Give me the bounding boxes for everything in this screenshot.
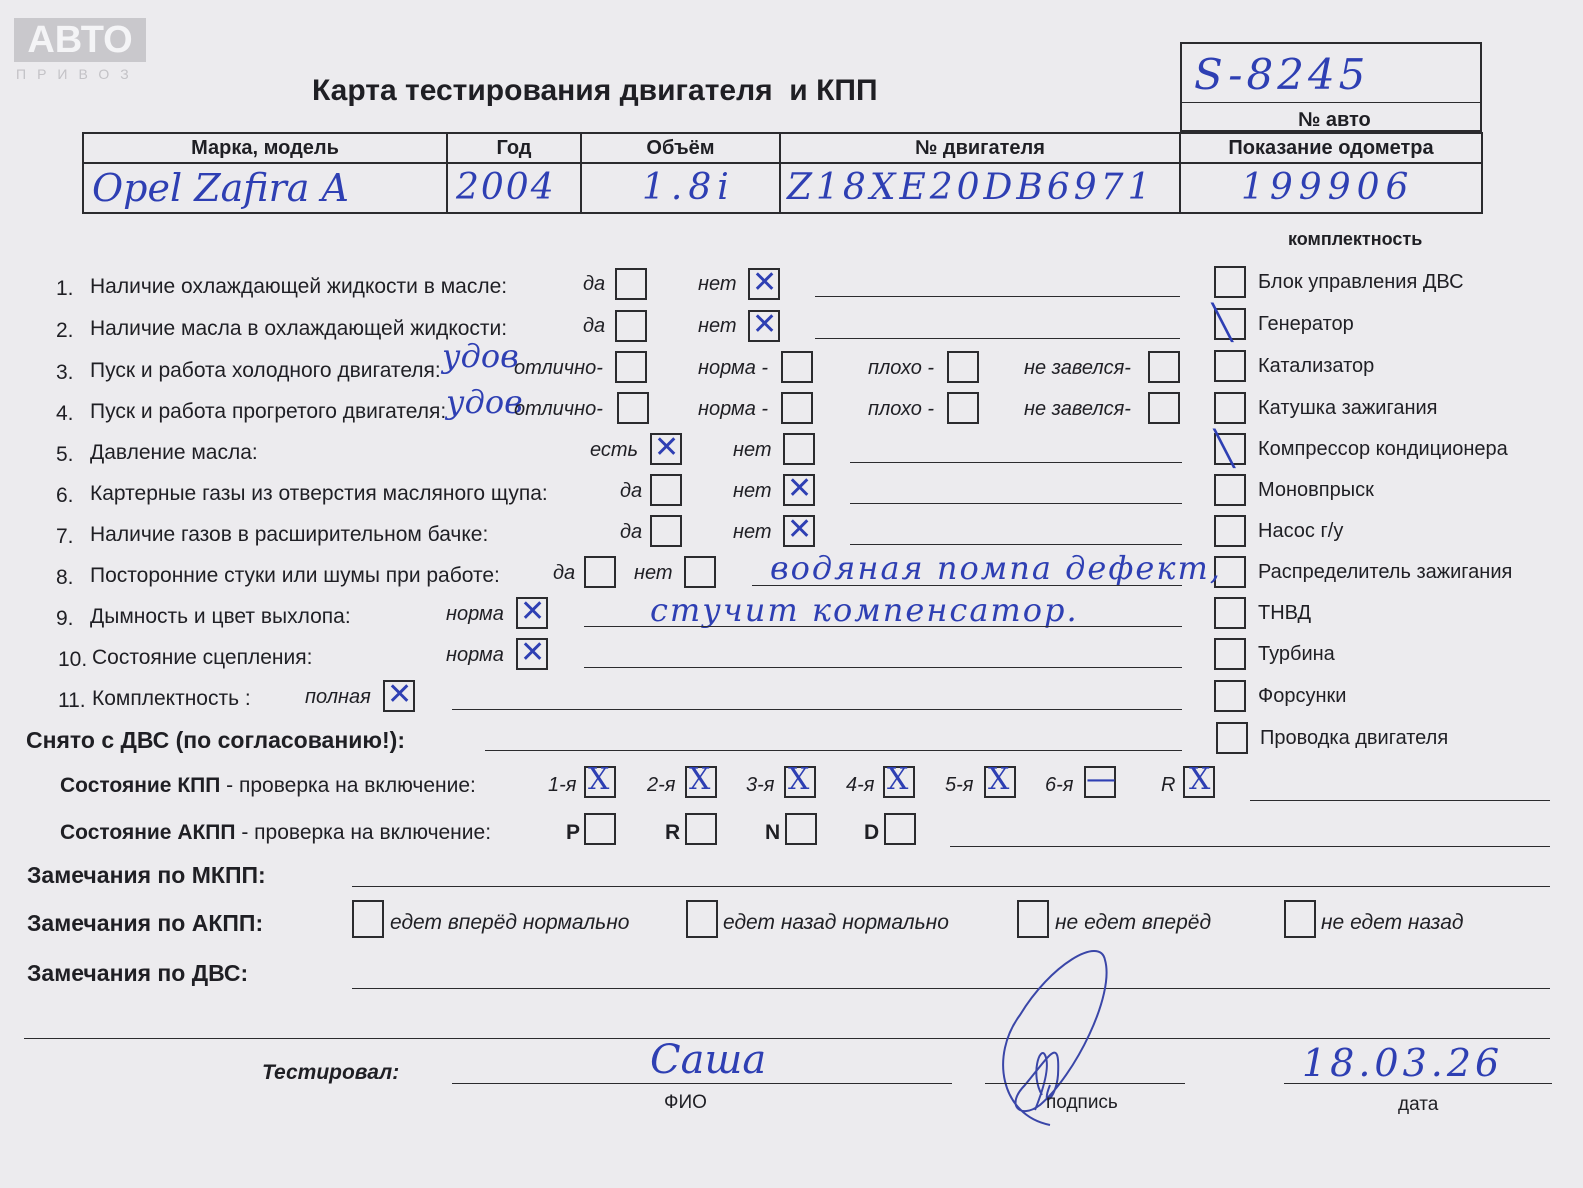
question-number: 10. [58,648,88,671]
option-checkbox[interactable] [615,268,647,300]
check-mark: — [1086,762,1116,797]
option-label: не едет вперёд [1055,911,1212,934]
model-value[interactable]: Opel Zafira A [92,166,349,210]
komplekt-checkbox[interactable] [1214,350,1246,382]
komplekt-label: Проводка двигателя [1260,727,1449,749]
mode-checkbox[interactable] [584,813,616,845]
check-mark: ✕ [787,471,813,506]
question-number: 5. [56,443,74,466]
option-label: не завелся- [1024,398,1131,420]
fio-label: ФИО [664,1092,707,1113]
komplekt-label: Генератор [1258,313,1354,335]
option-checkbox[interactable] [1148,351,1180,383]
car-number-label: № авто [1298,109,1371,131]
option-checkbox[interactable] [1148,392,1180,424]
option-label: норма - [698,398,769,420]
option-label: нет [698,315,737,337]
question-text: Наличие масла в охлаждающей жидкости: [90,317,508,340]
volume-value[interactable]: 1.8i [642,167,735,208]
option-label: нет [733,480,772,502]
check-mark: X [887,762,909,797]
komplekt-label: Катушка зажигания [1258,397,1438,419]
komplekt-label: Компрессор кондиционера [1258,438,1508,460]
komplekt-checkbox[interactable] [1214,266,1246,298]
check-mark: ✕ [787,512,813,547]
check-mark: ✕ [752,265,778,300]
komplekt-label: Катализатор [1258,355,1375,377]
option-checkbox[interactable] [650,515,682,547]
check-mark: ╲ [1214,429,1235,469]
option-label: да [620,480,643,502]
gear-label: R [1161,774,1176,796]
option-label: полная [305,686,371,708]
tested-by-label: Тестировал: [262,1061,400,1084]
option-label: отлично- [514,398,603,420]
mode-label: D [864,821,880,844]
logo [14,18,148,82]
check-mark: ✕ [387,677,413,712]
option-label: норма - [698,357,769,379]
question-number: 3. [56,361,74,384]
option-label: да [620,521,643,543]
question-text: Давление масла: [90,441,258,464]
option-label: едет вперёд нормально [390,911,630,934]
question-number: 6. [56,484,74,507]
mode-checkbox[interactable] [884,813,916,845]
option-label: не завелся- [1024,357,1131,379]
col-header-volume: Объём [646,137,715,159]
option-label: плохо - [868,357,935,379]
komplekt-label: Моновпрыск [1258,479,1374,501]
engine-remarks-label: Замечания по ДВС: [27,960,249,986]
question-number: 7. [56,525,74,548]
check-mark: ✕ [520,635,546,670]
mode-label: N [765,821,781,844]
question-text: Комплектность : [92,687,251,710]
komplekt-label: Насос г/у [1258,520,1344,542]
car-number-box [1180,42,1482,132]
question-number: 8. [56,566,74,589]
gear-label: 5-я [945,774,974,796]
vehicle-header-table [82,132,1483,214]
option-checkbox[interactable] [617,392,649,424]
check-mark: ╲ [1212,303,1233,343]
question-text: Наличие охлаждающей жидкости в масле: [90,275,508,298]
option-label: да [583,315,606,337]
gear-label: 1-я [548,774,577,796]
removed-from-engine-label: Снято с ДВС (по согласованию!): [26,727,405,753]
mode-checkbox[interactable] [685,813,717,845]
odometer-value[interactable]: 199906 [1241,167,1415,208]
option-label: плохо - [868,398,935,420]
option-checkbox[interactable] [584,556,616,588]
date-value[interactable]: 18.03.26 [1302,1041,1504,1085]
question-text: Наличие газов в расширительном бачке: [90,523,489,546]
date-label: дата [1398,1094,1439,1115]
komplekt-label: ТНВД [1258,602,1312,624]
check-mark: ✕ [752,307,778,342]
question-number: 2. [56,319,74,342]
option-label: едет назад нормально [723,911,949,934]
option-checkbox[interactable] [781,392,813,424]
question-text: Состояние сцепления: [92,646,313,669]
handwritten-note[interactable]: удов [446,383,523,421]
mode-checkbox[interactable] [785,813,817,845]
option-checkbox[interactable] [1284,900,1316,938]
option-label: норма [446,603,504,625]
gear-label: 2-я [647,774,676,796]
option-label: да [553,562,576,584]
option-checkbox[interactable] [650,474,682,506]
mode-label: R [665,821,681,844]
col-header-year: Год [496,137,532,159]
komplekt-checkbox[interactable] [1214,474,1246,506]
komplekt-checkbox[interactable] [1214,392,1246,424]
question-text: Пуск и работа холодного двигателя: [90,359,441,382]
check-mark: X [588,762,610,797]
option-checkbox[interactable] [686,900,718,938]
option-checkbox[interactable] [684,556,716,588]
question-number: 9. [56,607,74,630]
komplekt-checkbox[interactable] [1214,638,1246,670]
option-checkbox[interactable] [615,351,647,383]
question-number: 11. [58,689,86,712]
option-label: нет [634,562,673,584]
logo-sub: ПРИВОЗ [16,66,140,82]
komplekt-label: Распределитель зажигания [1258,561,1513,583]
option-label: отлично- [514,357,603,379]
komplekt-checkbox[interactable] [1214,515,1246,547]
col-header-engine-number: № двигателя [915,137,1045,159]
option-label: нет [698,273,737,295]
option-label: есть [590,439,639,461]
engine-number-value[interactable]: Z18XE20DB6971 [787,167,1155,208]
option-checkbox[interactable] [615,310,647,342]
option-checkbox[interactable] [947,351,979,383]
option-checkbox[interactable] [352,900,384,938]
check-mark: X [689,762,711,797]
akpp-remarks-label: Замечания по АКПП: [27,910,264,936]
komplekt-checkbox[interactable] [1214,597,1246,629]
option-label: норма [446,644,504,666]
car-number-value[interactable]: S-8245 [1194,50,1370,99]
page-title: Карта тестирования двигателя и КПП [312,74,878,107]
col-header-model: Марка, модель [191,137,339,159]
check-mark: X [1189,762,1211,797]
question-text: Дымность и цвет выхлопа: [90,605,351,628]
logo-main: АВТО [14,18,146,62]
komplekt-title: комплектность [1288,229,1423,249]
option-checkbox[interactable] [783,433,815,465]
handwritten-note[interactable]: удов [442,337,519,375]
question-text: Картерные газы из отверстия масляного щупа: [90,482,548,505]
signature-label: подпись [1046,1092,1118,1113]
option-label: нет [733,521,772,543]
check-mark: X [988,762,1010,797]
question-text: Пуск и работа прогретого двигателя: [90,400,447,423]
check-mark: ✕ [520,594,546,629]
komplekt-checkbox[interactable] [1214,680,1246,712]
komplekt-checkbox[interactable] [1216,722,1248,754]
mode-label: P [566,821,581,844]
option-checkbox[interactable] [947,392,979,424]
option-label: не едет назад [1321,911,1464,934]
option-label: да [583,273,606,295]
option-label: нет [733,439,772,461]
col-header-odometer: Показание одометра [1228,137,1434,159]
akpp-label: Состояние АКПП - проверка на включение: [60,821,492,844]
question-text: Посторонние стуки или шумы при работе: [90,564,500,587]
handwritten-note[interactable]: стучит компенсатор. [650,591,1079,629]
komplekt-label: Форсунки [1258,685,1347,707]
option-checkbox[interactable] [781,351,813,383]
handwritten-note[interactable]: водяная помпа дефект, [770,549,1222,587]
gear-label: 4-я [846,774,875,796]
check-mark: ✕ [654,430,680,465]
tester-name-value[interactable]: Саша [650,1037,767,1083]
gear-label: 3-я [746,774,775,796]
komplekt-label: Блок управления ДВС [1258,271,1464,293]
mkpp-remarks-label: Замечания по МКПП: [27,862,266,888]
gear-label: 6-я [1045,774,1074,796]
komplekt-label: Турбина [1258,643,1335,665]
check-mark: X [788,762,810,797]
kpp-label: Состояние КПП - проверка на включение: [60,774,476,797]
year-value[interactable]: 2004 [456,167,556,208]
question-number: 4. [56,402,74,425]
question-number: 1. [56,277,74,300]
option-checkbox[interactable] [1017,900,1049,938]
